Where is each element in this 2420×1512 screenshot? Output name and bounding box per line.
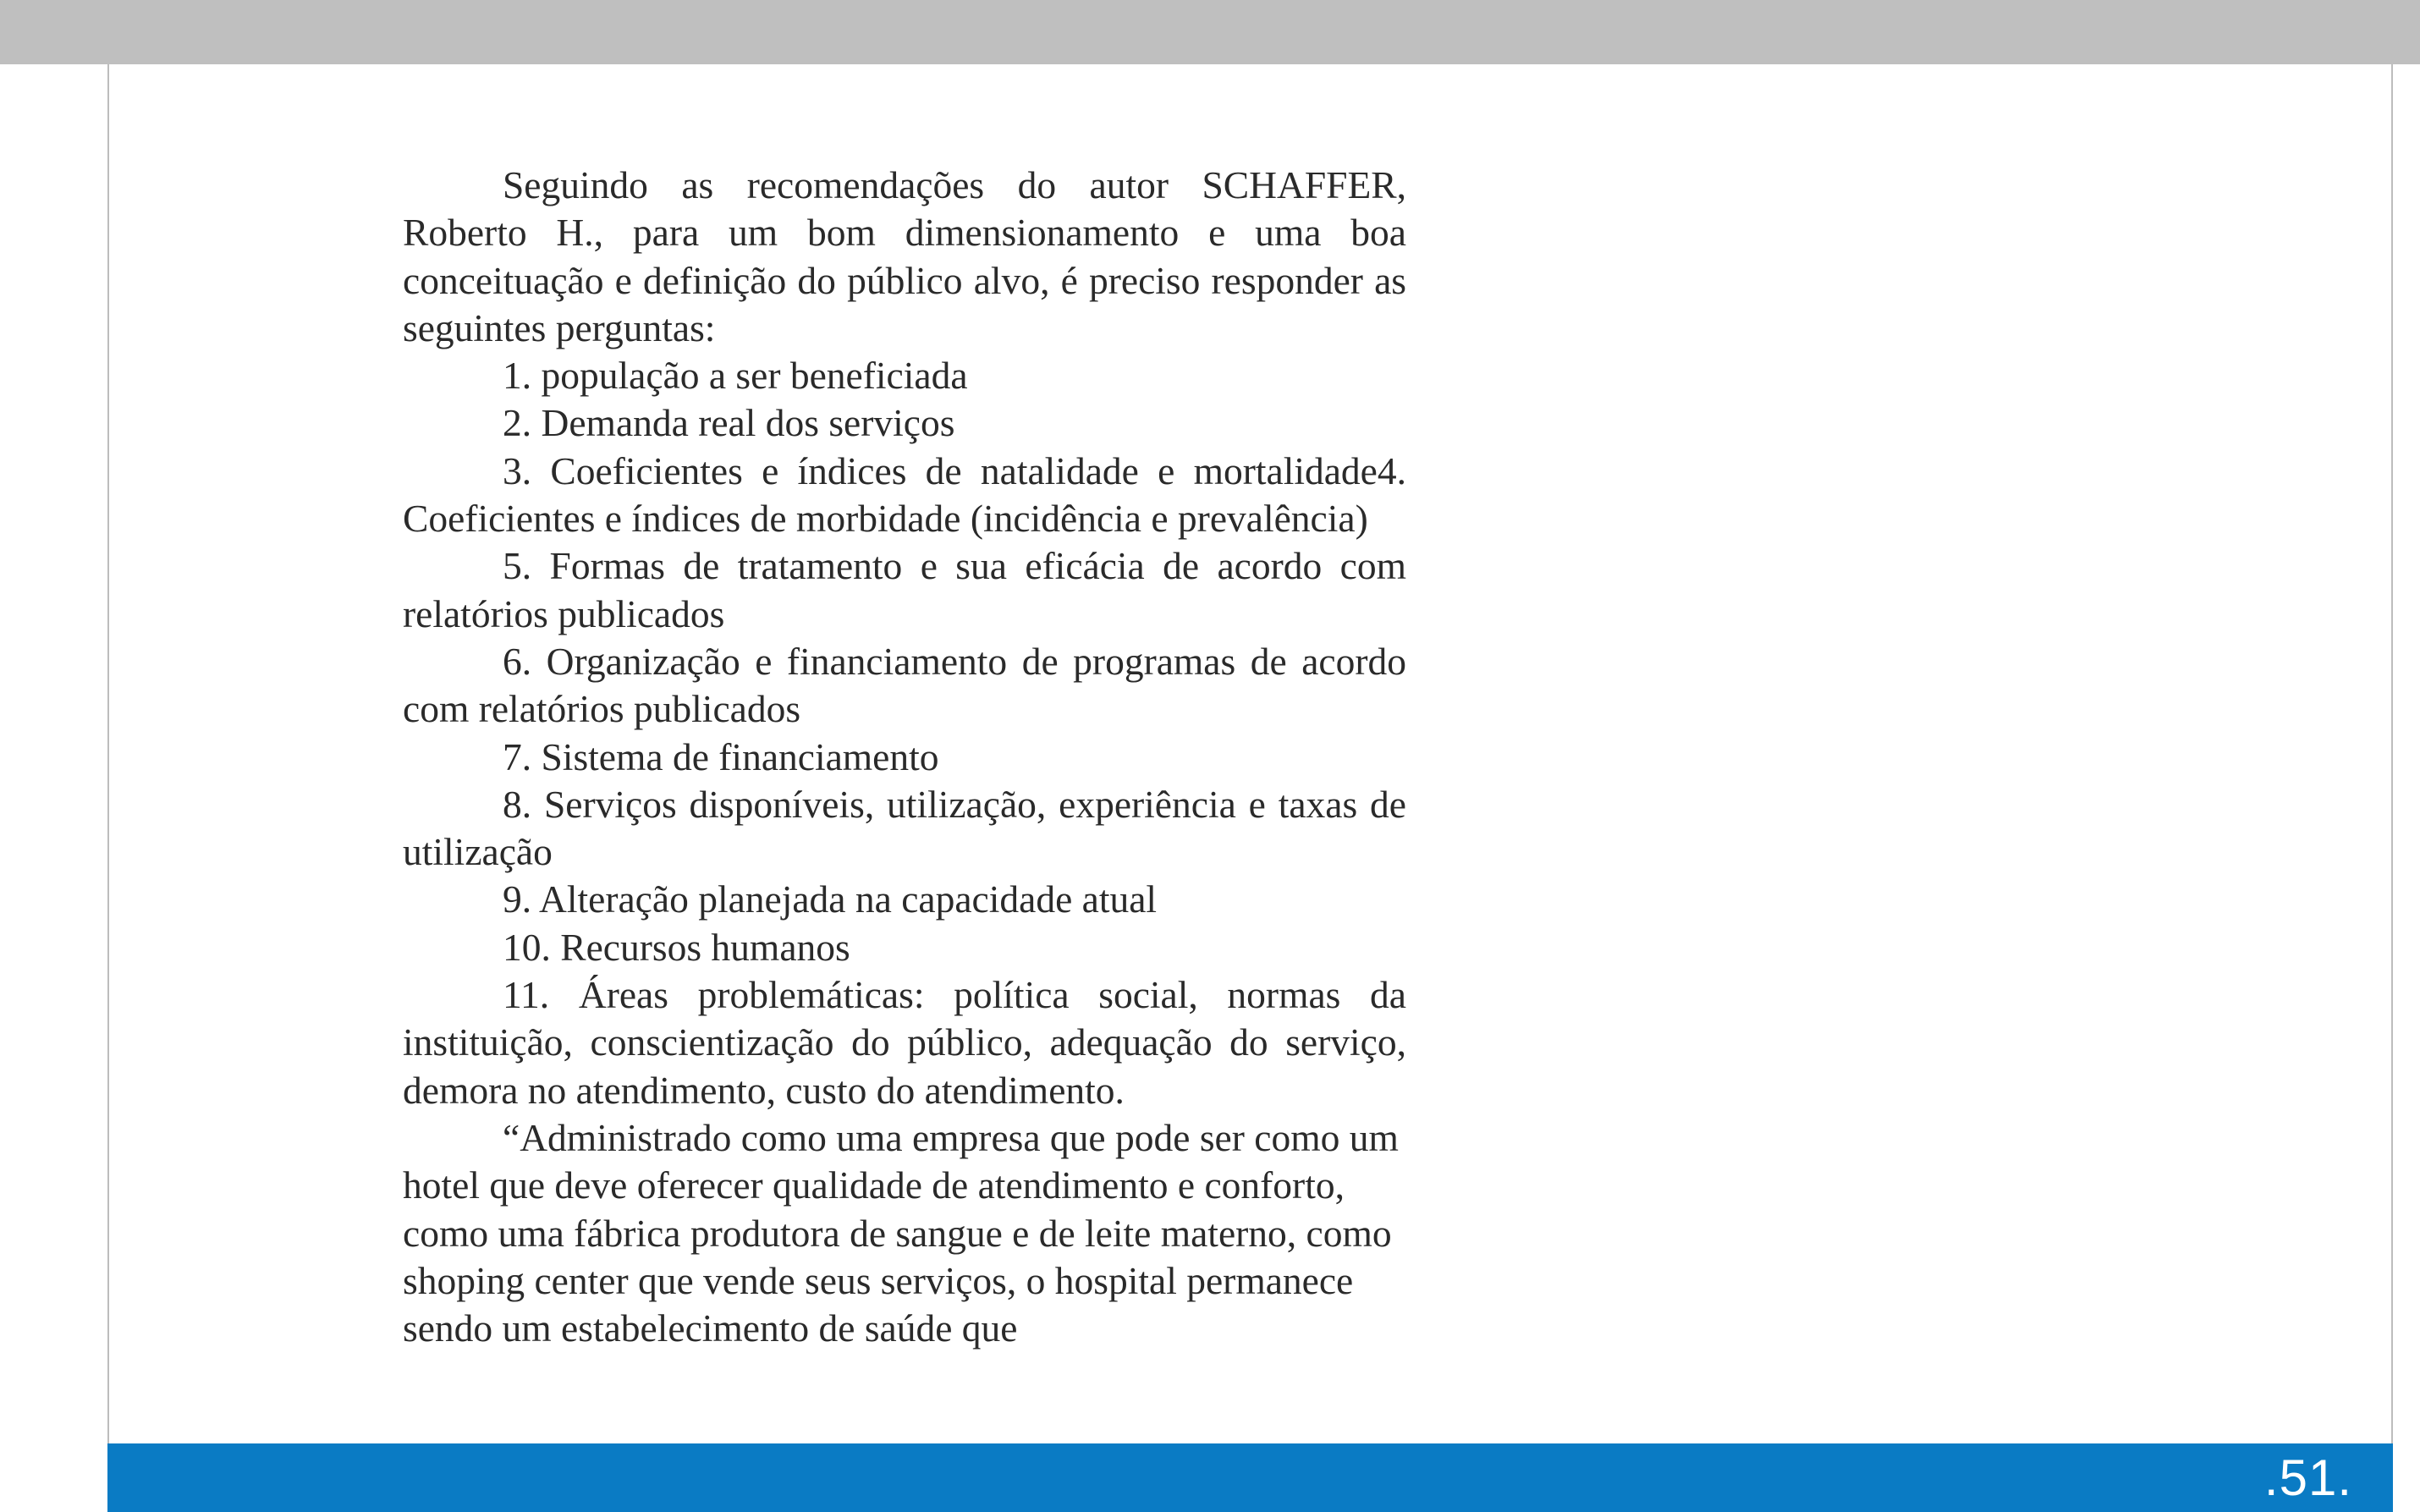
list-item-3-4: 3. Coeficientes e índices de natalidade e mortalidade4. Coeficientes e índices de morbidade (incidência e prevalência) [403, 448, 1406, 541]
page-number: .51. [2263, 1449, 2352, 1506]
footer-band [107, 1443, 2393, 1512]
right-page-border [2391, 64, 2393, 1443]
list-item-10: 10. Recursos humanos [503, 925, 850, 969]
list-item-6: 6. Organização e financiamento de programas de acordo com relatórios publicados [403, 639, 1406, 731]
list-item-2: 2. Demanda real dos serviços [503, 401, 955, 445]
left-page-border [107, 64, 109, 1443]
list-item-11: 11. Áreas problemáticas: política social, normas da instituição, conscientização do público, adequação do serviço, demora no atendimento, custo do atendimento. [403, 973, 1406, 1112]
list-item-1: 1. população a ser beneficiada [503, 354, 968, 398]
list-item-8: 8. Serviços disponíveis, utilização, experiência e taxas de utilização [403, 782, 1406, 874]
body-text [403, 162, 1406, 1352]
paragraph-quote: “Administrado como uma empresa que pode ser como um hotel que deve oferecer qualidade de atendimento e conforto, como uma fábrica produtora de sangue e de leite materno, como shoping center que vende seus serviços, o hospital permanece sendo um estabelecimento de saúde que [403, 1115, 1399, 1350]
list-item-9: 9. Alteração planejada na capacidade atual [503, 877, 1158, 921]
list-item-7: 7. Sistema de financiamento [503, 734, 939, 778]
list-item-5: 5. Formas de tratamento e sua eficácia de acordo com relatórios publicados [403, 544, 1406, 635]
top-band [0, 0, 2420, 64]
paragraph-intro: Seguindo as recomendações do autor SCHAFFER, Roberto H., para um bom dimensionamento e uma boa conceituação e definição do público alvo, é preciso responder as seguintes perguntas: [403, 163, 1406, 349]
